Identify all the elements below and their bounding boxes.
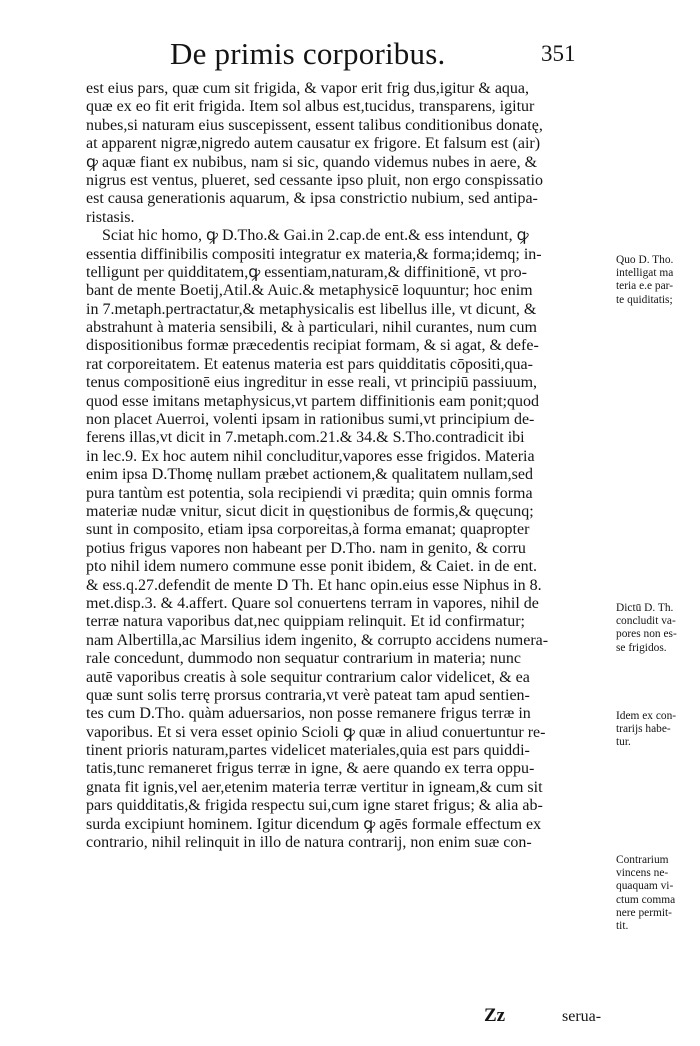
margin-note-line: Dictū D. Th.: [616, 602, 674, 614]
margin-note: [616, 854, 698, 933]
text-line: vaporibus. Et si vera esset opinio Scioli ꝙ quæ in aliud conuertuntur re-: [86, 723, 546, 741]
text-line: Sciat hic homo, ꝙ D.Tho.& Gai.in 2.cap.de ent.& ess intendunt, ꝙ: [102, 227, 529, 245]
text-line: at apparent nigræ,nigredo autem causatur ex frigore. Et falsum est (air): [86, 135, 541, 153]
running-head: [0, 34, 700, 74]
margin-note-line: Quo D. Tho.: [616, 254, 674, 266]
text-line: ꝙ aquæ fiant ex nubibus, nam si sic, quando videmus nubes in aere, &: [86, 153, 538, 171]
text-line: pars quidditatis,& frigida respectu sui,cum igne staret frigus; & alia ab-: [86, 797, 543, 815]
margin-note-line: Idem ex con-: [616, 710, 677, 722]
margin-note-line: trarijs habe-: [616, 723, 671, 736]
margin-note-line: se frigidos.: [616, 641, 667, 654]
text-line: rale concedunt, dummodo non sequatur contrarium in materia; nunc: [86, 650, 521, 668]
text-line: dispositionibus formæ præcedentis recipiat formam, & si agat, & defe-: [86, 337, 539, 355]
margin-note-line: tit.: [616, 920, 629, 933]
text-line: tenus compositionē eius ingreditur in esse reali, vt principiū passiuum,: [86, 374, 538, 392]
page-number: 351: [541, 41, 576, 66]
text-line: non placet Auerroi, volenti ipsam in rationibus sumi,vt principium de-: [86, 411, 535, 429]
margin-note: [616, 254, 698, 307]
margin-note-line: te quiditatis;: [616, 293, 673, 306]
margin-note-line: Contrarium: [616, 854, 669, 866]
text-line: autē vaporibus creatis à sole sequitur contrarium calor videlicet, & ea: [86, 668, 530, 686]
text-line: tes cum D.Tho. quàm aduersarios, non posse remanere frigus terræ in: [86, 705, 531, 723]
text-line: tatis,tunc remaneret frigus terræ in igne, & aere quando ex terra oppu-: [86, 760, 535, 778]
margin-note-line: pores non es-: [616, 628, 677, 641]
catchword: serua-: [562, 1008, 602, 1025]
text-line: surda excipiunt hominem. Igitur dicendum ꝙ agēs formale effectum ex: [86, 815, 542, 833]
text-line: sunt in composito, etiam ipsa corporeitas,à forma emanat; quapropter: [86, 521, 530, 539]
margin-note-line: intelligat ma: [616, 267, 674, 280]
margin-note-line: concludit va-: [616, 615, 676, 628]
text-line: potius frigus vapores non habeant per D.Tho. nam in genito, & corru: [86, 539, 526, 557]
text-line: enim ipsa D.Thomę nullam præbet actionem,& qualitatem nullam,sed: [86, 466, 534, 484]
text-line: bant de mente Boetij,Atil.& Auic.& metaphysicē loquuntur; hoc enim: [86, 282, 533, 300]
text-line: quæ sunt solis terrę prorsus contraria,vt verè pateat tam apud sentien-: [86, 686, 530, 704]
text-line: materiæ nudæ vnitur, sicut dicit in quęstionibus de formis,& quęcunq;: [86, 502, 534, 520]
text-line: in 7.metaph.pertractatur,& metaphysicalis est libellus ille, vt dicunt, &: [86, 300, 537, 318]
text-line: essentia diffinibilis compositi integratur ex materia,& forma;idemq; in-: [86, 245, 542, 263]
text-line: ferens illas,vt dicit in 7.metaph.com.21.& 34.& S.Tho.contradicit ibi: [86, 429, 525, 447]
text-line: in lec.9. Ex hoc autem nihil concluditur,vapores esse frigidos. Materia: [86, 447, 535, 465]
margin-note-line: vincens ne-: [616, 867, 669, 880]
margin-note: [616, 710, 698, 750]
text-line: rat corporeitatem. Et eatenus materia est pars quidditatis cōpositi,qua-: [86, 355, 533, 373]
margin-note-line: ctum comma: [616, 893, 676, 906]
text-line: est eius pars, quæ cum sit frigida, & vapor erit frig dus,igitur & aqua,: [86, 80, 530, 97]
text-line: nigrus est ventus, plueret, sed cessante ipso pluit, non ergo conspissatio: [86, 171, 543, 189]
signature-mark: Zz: [484, 1005, 506, 1026]
text-line: nam Albertilla,ac Marsilius idem ingenito, & corrupto accidens numera-: [86, 631, 549, 649]
margin-note-line: teria e.e par-: [616, 280, 673, 293]
margin-note-line: nere permit-: [616, 906, 672, 919]
running-title: De primis corporibus.: [170, 36, 446, 71]
text-line: abstrahunt à materia sensibili, & à particulari, nihil curantes, num cum: [86, 319, 537, 337]
text-line: terræ natura vaporibus dat,nec quippiam relinquit. Et id confirmatur;: [86, 613, 525, 631]
text-line: nubes,si naturam eius suscepissent, essent talibus conditionibus donatę,: [86, 116, 543, 134]
text-line: pura tantùm est potentia, sola recipiendi vi prædita; quin omnis forma: [86, 484, 533, 502]
text-line: telligunt per quidditatem,ꝙ essentiam,naturam,& diffinitionē, vt pro-: [86, 263, 527, 281]
body-text: [86, 80, 596, 852]
text-line: quod esse imitans metaphysicus,vt partem diffinitionis eam ponit;quod: [86, 392, 539, 410]
margin-note: [616, 602, 698, 655]
margin-note-line: quaquam vi-: [616, 880, 674, 893]
margin-note-line: tur.: [616, 736, 631, 749]
text-line: ristasis.: [86, 208, 135, 226]
text-line: tinent prioris naturam,partes videlicet materiales,quia est pars quiddi-: [86, 742, 530, 760]
text-line: & ess.q.27.defendit de mente D Th. Et hanc opin.eius esse Niphus in 8.: [86, 576, 542, 594]
text-line: quæ ex eo fit erit frigida. Item sol albus est,tucidus, transparens, igitur: [86, 98, 535, 116]
text-line: est causa generationis aquarum, & ipsa constrictio nubium, sed antipa-: [86, 190, 538, 208]
text-line: gnata fit ignis,vel aer,etenim materia terræ vertitur in igneam,& cum sit: [86, 778, 543, 796]
text-line: met.disp.3. & 4.affert. Quare sol conuertens terram in vapores, nihil de: [86, 594, 539, 612]
text-line: pto nihil idem numero commune esse ponit ibidem, & Caiet. in de ent.: [86, 558, 538, 576]
text-line: contrario, nihil relinquit in illo de natura contrarij, non enim suæ con-: [86, 834, 532, 852]
